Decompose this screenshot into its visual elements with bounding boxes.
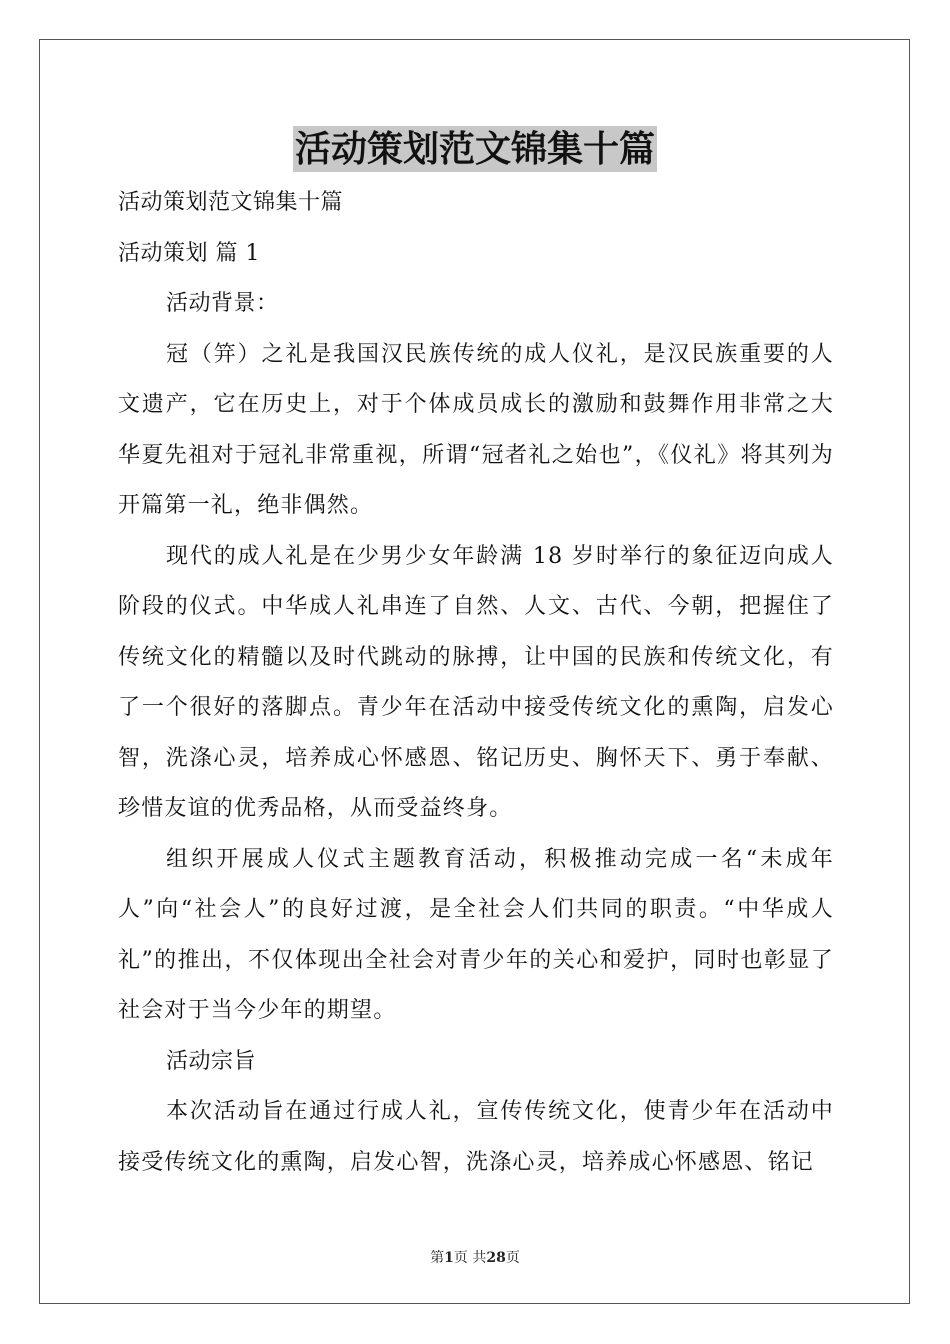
document-title [0,126,950,174]
background-label: 活动背景： [166,291,279,316]
document-title-text: 活动策划范文锦集十篇 [294,128,655,170]
section-heading: 活动策划 篇 1 [118,240,260,266]
footer-page-mid: 页 共 [453,1250,487,1266]
footer-page-number: 1 [444,1250,454,1266]
footer-page-prefix: 第 [430,1250,445,1266]
document-subtitle: 活动策划范文锦集十篇 [118,190,344,215]
purpose-label: 活动宗旨 [166,1048,257,1074]
paragraph: 组织开展成人仪式主题教育活动，积极推动完成一名“未成年人”向“社会人”的良好过渡，是全社会人们共同的职责。“中华成人礼”的推出，不仅体现出全社会对青少年的关心和爱护，同时也彰显了社会对于当今少年的期望。 [118,846,834,1023]
paragraph: 冠（笄）之礼是我国汉民族传统的成人仪礼，是汉民族重要的人文遗产，它在历史上，对于个体成员成长的激励和鼓舞作用非常之大华夏先祖对于冠礼非常重视，所谓“冠者礼之始也”，《仪礼》将其列为开篇第一礼，绝非偶然。 [118,341,834,518]
document-body [118,178,834,1188]
page-footer [0,1247,950,1267]
footer-total-pages: 28 [486,1250,506,1266]
footer-page-suffix: 页 [505,1250,520,1266]
paragraph: 现代的成人礼是在少男少女年龄满 18 岁时举行的象征迈向成人阶段的仪式。中华成人礼串连了自然、人文、古代、今朝，把握住了传统文化的精髓以及时代跳动的脉搏，让中国的民族和传统文化，有了一个很好的落脚点。青少年在活动中接受传统文化的熏陶，启发心智，洗涤心灵，培养成心怀感恩、铭记历史、胸怀天下、勇于奉献、珍惜友谊的优秀品格，从而受益终身。 [118,543,834,821]
purpose-paragraph: 本次活动旨在通过行成人礼，宣传传统文化，使青少年在活动中接受传统文化的熏陶，启发心智，洗涤心灵，培养成心怀感恩、铭记 [118,1099,834,1175]
